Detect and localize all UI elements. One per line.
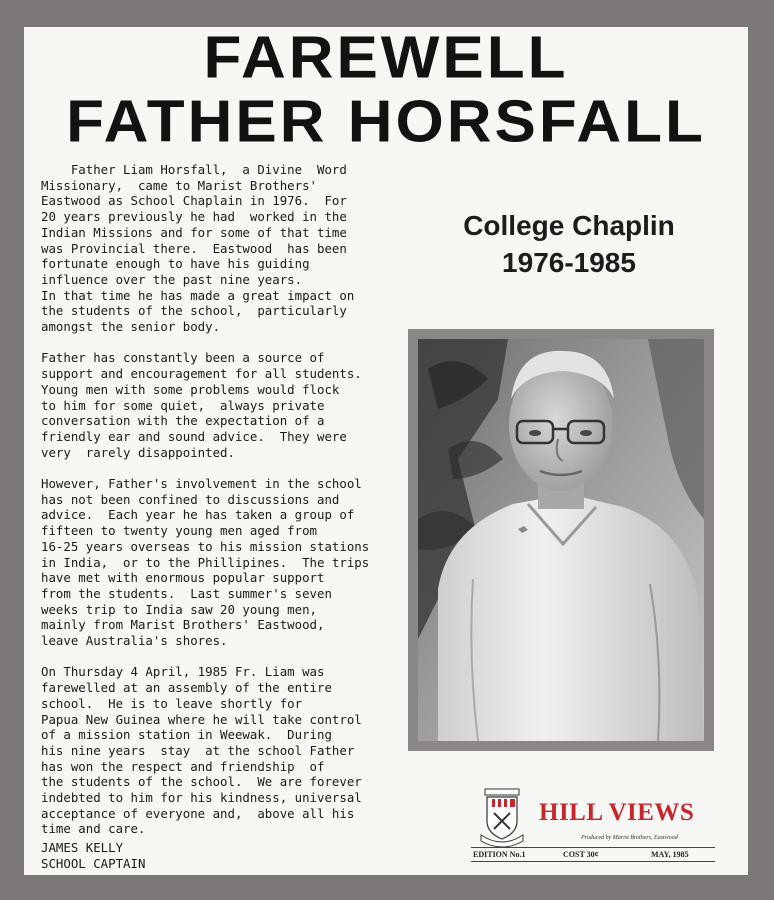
masthead-rule-top <box>471 847 715 848</box>
portrait-illustration <box>418 339 704 741</box>
masthead-date: MAY, 1985 <box>651 850 689 859</box>
masthead-rule-bottom <box>471 861 715 862</box>
hill-views-masthead <box>471 785 715 865</box>
masthead-producer: Produced by Marist Brothers, Eastwood <box>581 835 678 841</box>
masthead-title: HILL VIEWS <box>539 799 695 826</box>
photo-frame <box>408 329 714 751</box>
headline-line-1: FAREWELL <box>203 25 569 91</box>
subtitle-years: 1976-1985 <box>502 247 636 278</box>
article-paragraph-2: Father has constantly been a source of support and encouragement for all students. Young men with some problems would flock to him for some quiet, always private conversation with the expectation of a friendly ear and sound advice. They were very rarely disappointed. <box>41 350 362 460</box>
masthead-edition: EDITION No.1 <box>473 850 526 859</box>
masthead-cost: COST 30¢ <box>563 850 599 859</box>
subtitle-title: College Chaplin <box>463 210 675 241</box>
newsletter-page <box>24 27 748 875</box>
school-crest-icon <box>479 785 525 849</box>
article-body <box>41 162 413 872</box>
article-paragraph-3: However, Father's involvement in the school has not been confined to discussions and advice. Each year he has taken a group of fifteen to twenty young men aged from 16-25 years overseas to his mission stations in India, or to the Phillipines. The trips have met with enormous popular support from the students. Last summer's seven weeks trip to India saw 20 young men, mainly from Marist Brothers' Eastwood, leave Australia's shores. <box>41 476 370 649</box>
chaplain-portrait-photo <box>418 339 704 741</box>
article-paragraph-1: Father Liam Horsfall, a Divine Word Missionary, came to Marist Brothers' Eastwood as School Chaplain in 1976. For 20 years previously he had worked in the Indian Missions and for some of that time was Provincial there. Eastwood has been fortunate enough to have his guiding influence over the past nine years. In that time he has made a great impact on the students of the school, particularly amongst the senior body. <box>41 162 355 335</box>
article-paragraph-4: On Thursday 4 April, 1985 Fr. Liam was farewelled at an assembly of the entire school. He is to leave shortly for Papua New Guinea where he will take control of a mission station in Weewak. During his nine years stay at the school Father has won the respect and friendship of the students of the school. We are forever indebted to him for his kindness, universal acceptance of everyone and, above all his time and care. <box>41 664 362 837</box>
article-signature: JAMES KELLY SCHOOL CAPTAIN <box>41 840 146 871</box>
headline-line-2: FATHER HORSFALL <box>66 89 706 155</box>
subtitle <box>408 207 730 281</box>
